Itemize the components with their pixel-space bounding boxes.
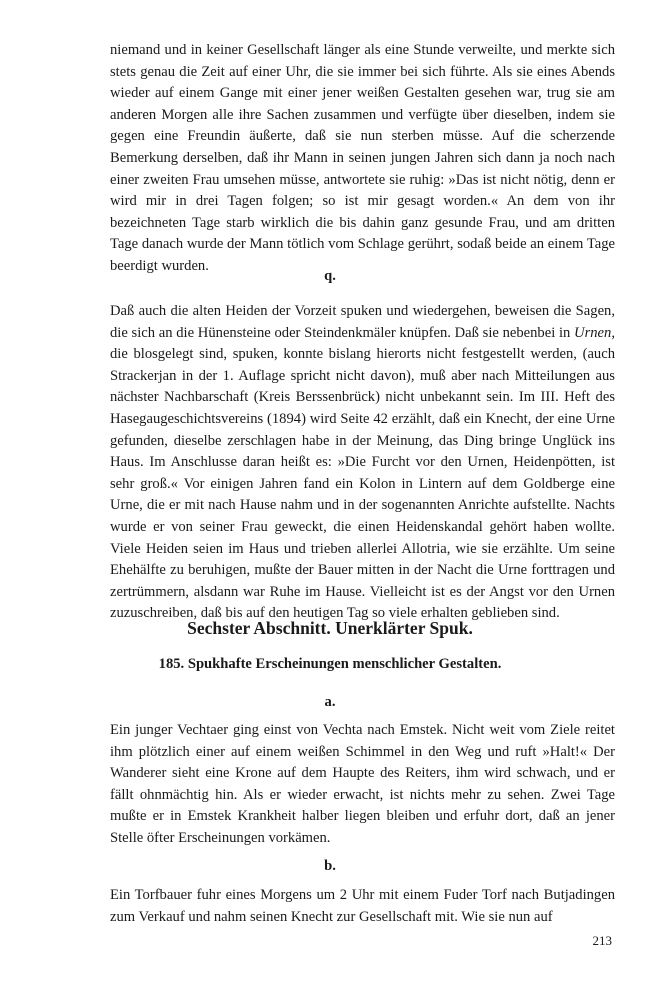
paragraph-q-text-1: Daß auch die alten Heiden der Vorzeit spuken und wiedergehen, beweisen die Sagen, die sich an die Hünensteine oder Steindenkmäler knüpfen. Daß sie nebenbei in (110, 303, 615, 341)
paragraph-b: Ein Torfbauer fuhr eines Morgens um 2 Uhr mit einem Fuder Torf nach Butjadingen zum Verkauf und nahm seinen Knecht zur Gesellschaft mit. Wie sie nun auf (110, 887, 615, 925)
paragraph-q (110, 301, 615, 625)
story-marker-b: b. (324, 858, 336, 874)
story-marker-a: a. (324, 694, 336, 710)
subsection-title: 185. Spukhafte Erscheinungen menschlicher Gestalten. (158, 656, 502, 672)
story-marker-q: q. (324, 268, 336, 284)
paragraph-a: Ein junger Vechtaer ging einst von Vechta nach Emstek. Nicht weit vom Ziele reitet ihm plötzlich einer auf einem weißen Schimmel in den Weg und ruft »Halt!« Der Wanderer sieht eine Krone auf dem Haupte des Reiters, ihm wird schwach, und er fällt ohnmächtig hin. Als er wieder erwacht, ist nichts mehr zu sehen. Zwei Tage mußte er in Emstek Krankheit halber liegen bleiben und erfuhr dort, daß an jener Stelle öfter Erscheinungen vorkämen. (110, 722, 615, 846)
page-number: 213 (592, 933, 612, 948)
paragraph-continuation: niemand und in keiner Gesellschaft länger als eine Stunde verweilte, und merkte sich stets genau die Zeit auf einer Uhr, die sie immer bei sich führte. Als sie eines Abends wieder auf einem Gange mit einer jener weißen Gestalten gesehen war, trug sie am anderen Morgen alle ihre Sachen zusammen und verfügte über dieselben, indem sie gegen eine Freundin äußerte, daß sie nun sterben müsse. Auf die scherzende Bemerkung derselben, daß ihr Mann in seinen jungen Jahren sich dann ja noch nach einer zweiten Frau umsehen müsse, antwortete sie ruhig: »Das ist nicht nötig, denn er wird mir in drei Tagen folgen; so ist mir gesagt worden.« An dem von ihr bezeichneten Tage starb wirklich die bis dahin ganz gesunde Frau, und am dritten Tage danach wurde der Mann tötlich vom Schlage gerührt, sodaß beide an einem Tage beerdigt wurden. (110, 42, 615, 274)
paragraph-q-text-2: die blosgelegt sind, spuken, konnte bislang hierorts nicht festgestellt werden, (auch Strackerjan in der 1. Auflage spricht nicht davon), muß aber nach Mitteilungen aus nächster Nachbarschaft (Kreis Berssenbrück) nicht unbekannt sein. Im III. Heft des Hasegaugeschichtsvereins (1894) wird Seite 42 erzählt, daß ein Knecht, der eine Urne gefunden, dieselbe zerschlagen habe in der Meinung, das Ding bringe Unglück ins Haus. Im Anschlusse daran heißt es: »Die Furcht vor den Urnen, Heidenpötten, ist sehr groß.« Vor einigen Jahren fand ein Kolon in Lintern auf dem Goldberge eine Urne, die er mit nach Hause nahm und in der sogenannten Anrichte aufstellte. Nachts wurde er von seiner Frau geweckt, die einen Heidenskandal gehört haben wollte. Viele Heiden seien im Haus und trieben allerlei Allotria, wie sie erzählte. Um seine Ehehälfte zu beruhigen, mußte der Bauer mitten in der Nacht die Urne forttragen und zertrümmern, alsdann war Ruhe im Hause. Vielleicht ist es der Angst vor den Urnen zuzuschreiben, daß bis auf den heutigen Tag so viele erhalten geblieben sind. (110, 346, 615, 622)
paragraph-q-italic: Urnen, (574, 324, 615, 341)
section-title: Sechster Abschnitt. Unerklärter Spuk. (187, 618, 473, 638)
